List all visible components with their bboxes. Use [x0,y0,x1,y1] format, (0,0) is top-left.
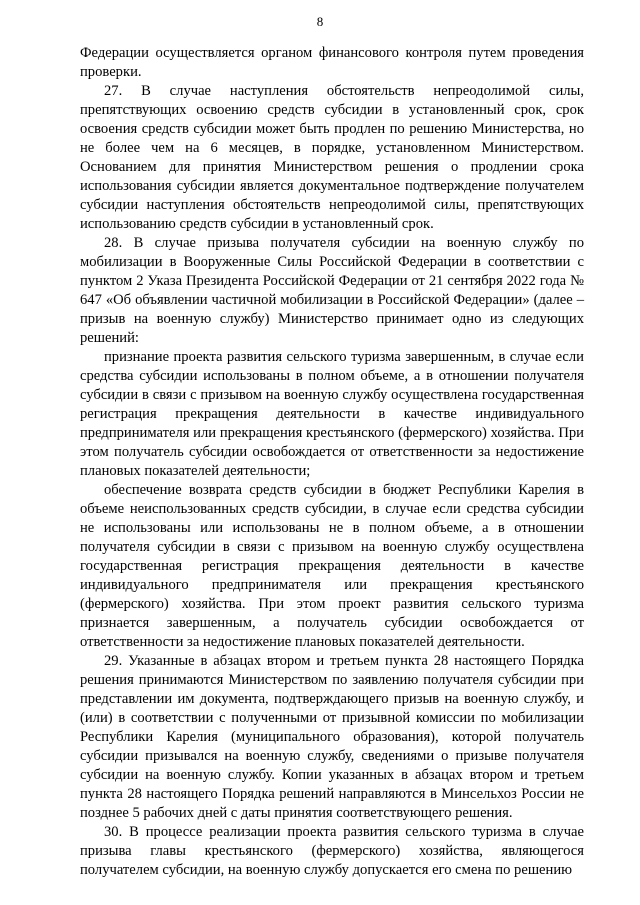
paragraph-29: 29. Указанные в абзацах втором и третьем пункта 28 настоящего Порядка решения принимаются Министерством по заявлению получателя субсидии при представлении им документа, подтверждающего призыв на военную службу, и (или) в соответствии с полученными от призывной комиссии по мобилизации Республики Карелия (муниципального образования), которой получатель субсидии призывался на военную службу, сведениями о призыве получателя субсидии на военную службу. Копии указанных в абзацах втором и третьем пункта 28 настоящего Порядка решений направляются в Минсельхоз России не позднее 5 рабочих дней с даты принятия соответствующего решения. [80,653,584,821]
document-body [80,44,584,880]
paragraph-27: 27. В случае наступления обстоятельств непреодолимой силы, препятствующих освоению средств субсидии в установленный срок, срок освоения средств субсидии может быть продлен по решению Министерства, но не более чем на 6 месяцев, в порядке, установленном Министерством. Основанием для принятия Министерством решения о продлении срока использования субсидии является документальное подтверждение получателем субсидии наступления обстоятельств непреодолимой силы, препятствующих использованию средств субсидии в установленный срок. [80,83,584,232]
paragraph-continuation: Федерации осуществляется органом финансового контроля путем проведения проверки. [80,45,584,80]
paragraph-28-option-completion: признание проекта развития сельского туризма завершенным, в случае если средства субсидии использованы в полном объеме, а в отношении получателя субсидии в связи с призывом на военную службу осуществлена государственная регистрация прекращения деятельности в качестве индивидуального предпринимателя или прекращения крестьянского (фермерского) хозяйства. При этом получатель субсидии освобождается от ответственности за недостижение плановых показателей деятельности; [80,349,584,479]
paragraph-28: 28. В случае призыва получателя субсидии на военную службу по мобилизации в Вооруженные Силы Российской Федерации в соответствии с пунктом 2 Указа Президента Российской Федерации от 21 сентября 2022 года № 647 «Об объявлении частичной мобилизации в Российской Федерации» (далее – призыв на военную службу) Министерство принимает одно из следующих решений: [80,235,584,346]
paragraph-30: 30. В процессе реализации проекта развития сельского туризма в случае призыва главы крестьянского (фермерского) хозяйства, являющегося получателем субсидии, на военную службу допускается его смена по решению [80,824,584,878]
page-number: 8 [316,14,324,29]
paragraph-28-option-refund: обеспечение возврата средств субсидии в бюджет Республики Карелия в объеме неиспользованных средств субсидии, в случае если средства субсидии не использованы или использованы не в полном объеме, а в отношении получателя субсидии в связи с призывом на военную службу осуществлена государственная регистрация прекращения деятельности в качестве индивидуального предпринимателя или прекращения крестьянского (фермерского) хозяйства. При этом проект развития сельского туризма признается завершенным, а получатель субсидии освобождается от ответственности за недостижение плановых показателей деятельности. [80,482,584,650]
